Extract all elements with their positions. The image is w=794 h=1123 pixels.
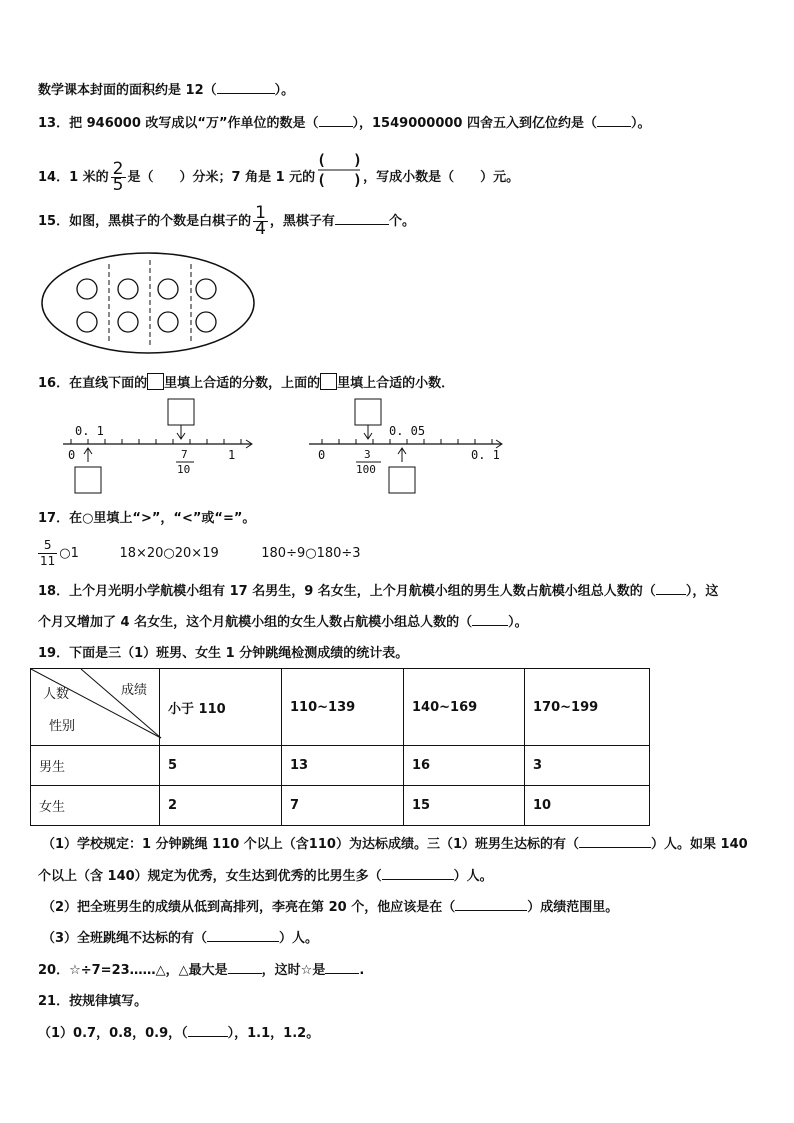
box-icon [320,373,337,390]
chess-piece-icon [196,279,216,299]
table-cell: 7 [282,786,404,826]
question-19-sub1-b: 个以上（含 140）规定为优秀，女生达到优秀的比男生多（ ）人。 [38,869,493,884]
answer-blank[interactable] [579,847,651,848]
header-label: 人数 [43,687,70,702]
answer-box-top[interactable] [355,399,381,425]
table-cell: 15 [404,786,525,826]
chess-piece-icon [118,312,138,332]
question-19: 19．下面是三（1）班男、女生 1 分钟跳绳检测成绩的统计表。 [38,646,409,661]
question-17: 17．在○里填上“>”，“<”或“=”。 [38,511,256,526]
fraction: $\frac{1}{4}$ [255,203,266,239]
question-text: 数学课本封面的面积约是 12（ [38,83,217,98]
question-19-sub3: （3）全班跳绳不达标的有（ ）人。 [42,931,319,946]
svg-text:(: ( [317,151,327,169]
table-cell: 10 [525,786,650,826]
compare-item[interactable]: 180÷9○180÷3 [261,546,361,561]
chess-piece-icon [118,279,138,299]
compare-item[interactable]: ○1 [59,546,79,561]
answer-box-bottom[interactable] [75,467,101,493]
column-header: 小于 110 [160,669,282,746]
oval-outline [42,253,254,353]
answer-blank[interactable] [325,973,359,974]
compare-item[interactable]: 18×20○20×19 [119,546,219,561]
question-16: 16．在直线下面的 里填上合适的分数，上面的 里填上合适的小数． [38,373,454,393]
row-label: 男生 [31,746,160,786]
question-19-sub2: （2）把全班男生的成绩从低到高排列，李亮在第 20 个，他应该是在（ ）成绩范围里。 [42,900,619,915]
header-label: 成绩 [121,683,148,698]
fraction-paren-icon [315,150,363,190]
question-17-items [36,536,361,572]
question-top: 数学课本封面的面积约是 12（ ）。 [38,83,295,98]
question-14: 14．1 米的 $\frac{2}{5}$ 是（ ）分米；7 角是 1 元的 ( ) ( ) ，写成小数是（ ）元。 [38,150,519,205]
header-label: 性别 [49,719,76,734]
answer-blank[interactable] [335,224,389,225]
number-line-left [55,396,260,496]
fraction-denominator: 10 [177,463,191,476]
tick-label: 0 [68,448,76,462]
answer-blank[interactable] [188,1036,228,1037]
table-header-row [31,669,650,746]
table-cell: 13 [282,746,404,786]
svg-text:): ) [353,151,363,169]
question-21: 21．按规律填写。 [38,994,148,1009]
diagonal-header-cell [31,669,160,746]
row-label: 女生 [31,786,160,826]
chess-piece-icon [77,279,97,299]
fraction: $\frac{2}{5}$ [112,159,124,195]
answer-blank[interactable] [656,594,686,595]
fraction-answer-box[interactable] [315,150,363,205]
question-18-line2: 个月又增加了 4 名女生，这个月航模小组的女生人数占航模小组总人数的（ ）。 [38,615,528,630]
chess-piece-icon [77,312,97,332]
svg-text:): ) [353,171,363,189]
question-13: 13．把 946000 改写成以“万”作单位的数是（ ），1549000000 四舍五入到亿位约是（ ）。 [38,116,651,131]
column-header: 140~169 [404,669,525,746]
answer-blank[interactable] [217,93,275,94]
fraction-numerator: 7 [181,448,188,461]
table-row [31,786,650,826]
fraction-denominator: 100 [356,463,376,476]
chess-piece-icon [158,312,178,332]
tick-label: 0 [318,448,326,462]
tick-label: 0. 1 [471,448,500,462]
tick-label: 1 [228,448,236,462]
box-icon [147,373,164,390]
tick-label: 0. 05 [389,424,426,438]
answer-box-top[interactable] [168,399,194,425]
chess-piece-icon [196,312,216,332]
table-cell: 5 [160,746,282,786]
tick-label: 0. 1 [75,424,104,438]
chess-piece-icon [158,279,178,299]
column-header: 110~139 [282,669,404,746]
question-18-line1: 18．上个月光明小学航模小组有 17 名男生，9 名女生，上个月航模小组的男生人数占航模小组总人数的（ ），这 [38,584,719,599]
answer-blank[interactable] [472,625,508,626]
answer-blank[interactable] [382,879,454,880]
fraction-numerator: 3 [364,448,371,461]
stats-table [30,668,650,826]
answer-box-bottom[interactable] [389,467,415,493]
question-20: 20．☆÷7=23……△，△最大是 ，这时☆是 . [38,963,365,978]
table-cell: 3 [525,746,650,786]
column-header: 170~199 [525,669,650,746]
chess-pieces-figure [40,250,260,356]
question-21-sub1: （1）0.7，0.8，0.9，（ ），1.1，1.2。 [38,1026,320,1041]
answer-blank[interactable] [207,941,279,942]
answer-blank[interactable] [228,973,262,974]
answer-blank[interactable] [597,126,631,127]
question-15: 15．如图，黑棋子的个数是白棋子的 $\frac{1}{4}$ ，黑棋子有 个。 [38,203,415,239]
diagonal-lines [31,669,168,746]
number-line-right [305,396,510,496]
table-cell: 2 [160,786,282,826]
table-row [31,746,650,786]
svg-text:(: ( [317,171,327,189]
fraction: $\frac{5}{11}$ [40,538,56,568]
answer-blank[interactable] [319,126,353,127]
table-cell: 16 [404,746,525,786]
answer-blank[interactable] [455,910,527,911]
question-19-sub1-a: （1）学校规定：1 分钟跳绳 110 个以上（含110）为达标成绩。三（1）班男生达标的有（ ）人。如果 140 [42,837,748,852]
